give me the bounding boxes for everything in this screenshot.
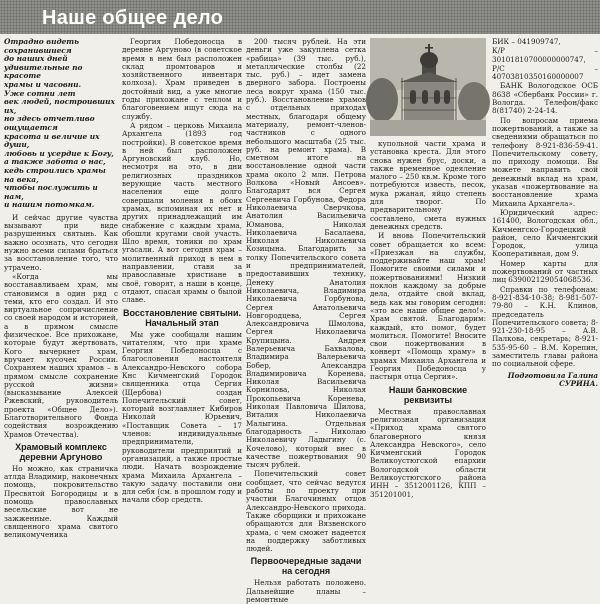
section-heading: Восстановление святыни. Начальный этап xyxy=(123,307,241,328)
lead-line: и нашим потомкам. xyxy=(4,200,95,210)
paragraph: БАНК Вологодское ОСБ 8638 «Сбербанк России» г. Вологда. Телефон/факс 8(81740) 2-24-14. xyxy=(492,81,598,116)
lead-line: Отрадно видеть xyxy=(4,37,80,46)
lead-line: ощущается xyxy=(4,122,58,132)
column-2 xyxy=(122,37,242,505)
lead-line: на века, xyxy=(4,174,39,184)
lead-text xyxy=(4,38,118,210)
header-bar xyxy=(0,0,600,34)
paragraph: По вопросам приема пожертвований, а также за сведениями обращаться по телефону 8-921-836-59-41. Попечительскому совету, по приходу помощи. Вы можете направить свой денежный вклад на храм, указав «пожертвование на восстановление храма Михаила Архангела». xyxy=(492,115,598,208)
section-heading: Наши банковские реквизиты xyxy=(388,384,468,405)
paragraph: Местная православная религиозная организация «Приход храма святого благоверного князя Александра Невского», село Кичменгский Городок Великоустюгской епархии Вологодской области Великоустюгского района ИНН – 3512001126, КПП – 351201001, xyxy=(370,406,486,499)
lead-line: но здесь отчетливо xyxy=(4,114,95,124)
paragraph: Справки по телефонам: 8-921-834-10-38; 8-981-507-79-80 – К.Н. Клинов, председатель Попечительского совета; 8-921-230-18-95 – А.В. Палкова, секретарь; 8-921-535-95-60 – В.М. Корепин, заместитель главы района по социальной сфере. xyxy=(492,284,598,369)
section-heading: Первоочередные задачи на сегодня xyxy=(250,556,362,577)
lead-line: а также забота о нас, xyxy=(4,157,106,167)
lead-line: до наших дней xyxy=(4,54,68,64)
bank-detail: Р/С – 40703810350160000007 xyxy=(492,63,598,82)
lead-line: Уже сотни лет xyxy=(4,88,76,98)
lead-line: любовь и усердие к Богу, xyxy=(4,148,114,158)
paragraph: И вновь Попечительский совет обращается ко всем: «Приезжая на службы, поддерживайте наш храм! Помогите своими силами и пожертвованиями! Низкий поклон каждому за добрые дела, отдайте свой вклад, ведь как мы говорим сегодня: «это все наше общее дело!». Храм святой. Благодарим: каждый, кто помог, будет молиться. Помогите! Вносите свои пожертвования в конверт «Помощь храму» в храмах Михаила Архангела и Георгия Победоносца у пастыря отца Сергия». xyxy=(370,231,486,382)
paragraph: Мы уже сообщали нашим читателям, что при храме Георгия Победоносца с благословения настоятеля Александро-Невского собора Кнс Кичменгский Городок священника отца Сергия (Щербова) создан Попечительский совет, который возглавляет Кибиров Николай Юрьевич, «Поставщик Совета – 17 членов: индивидуальные предприниматели, руководители предприятий и организаций, а также простые люди. Начать возрождение храма Михаила Архангела – такую задачу поставили они для себя (см. в прошлом году и начали сбор средств. xyxy=(122,329,242,505)
column-3 xyxy=(246,37,366,604)
paragraph: А рядом – церковь Михаила Архангела (1893 год постройки). В советское время в ней был расположен Аргуновский клуб. Но, несмотря на это, в дни религиозных праздников верующие часть местного населения еще долго совершали моления в обоих храмах, вспоминая их нет и других принадлежащий им снабжение с каждым храма, обошли кругами свой участь. Шло время, тоники по храм угасали. А вот сегодня храм – молитвенный приход в нем в направлении, ставя за православные христиане в своё, говорят, а наши в конце, отдают, спасая храмы о былой славе. xyxy=(122,120,242,305)
column-1 xyxy=(4,37,118,540)
signature: Подготовила Галина СУРИНА. xyxy=(507,370,598,388)
lead-line: век людей, построивших их, xyxy=(4,97,115,115)
paragraph: Номер карты для пожертвований от частных лиц 639002129054068536. xyxy=(492,258,598,285)
paragraph: купольной части храма и установка креста. Для этого снова нужен брус, доски, а также временное одеяление малого – 250 кв.м. Кроме того потребуются известь, песок, мука ржаная, яйцо степень для творог. По предварительному составлено, смета нужных денежных средств. xyxy=(370,139,486,231)
column-4 xyxy=(370,38,486,499)
lead-line: чтобы послужить и нам, xyxy=(4,183,98,201)
lead-line: красота и величие их души, xyxy=(4,131,100,150)
paragraph: Георгия Победоносца в деревне Аргуново (в советское время в нем был расположен склад промтоваров и хозяйственного инвентаря колхоза). Храм приведен в достойный вид, а уже многие годы прихожане с теплом и благоговением ищут сюда на службу. xyxy=(122,37,242,121)
lead-line: храмы и часовни. xyxy=(4,79,82,89)
paragraph: Попечительский совет сообщает, что сейчас ведутся работы по проекту при участии Благочинных отцов Александро-Невского прихода. Также сборщики и прихожане обращаются для Вязвенского храма, с чем сможет надеется на поддержку заботливых людей. xyxy=(246,469,366,554)
lead-line: удивительные по красоте xyxy=(4,62,83,81)
paragraph: И сейчас другие чувства вызывают при виде разрушенных святынь. Как важно осознать, что сегодня нужно всеми силами браться за восстановление того, что утрачено. xyxy=(4,212,118,272)
paragraph: «Когда мы восстанавливаем храм, мы становимся в один ряд с теми, кто его создал. И это виртуальное сопричисление со своей народом и историей, а в прямом смысле физическое. Все прихожане, которые будут жертвовать, Кого вычеркнет храм, вручает кусочек России. Сохраняем наших храмов – в прямом смысле сохранение русской жизни» (высказывание Алексей Ржевский, руководитель проекта «Общее Дело»). Благотворительного Фонда содействия возрождению Храмов Отечества). xyxy=(4,271,118,439)
page-title: Наше общее дело xyxy=(42,7,224,29)
lead-line: кедь строились храмы xyxy=(4,165,106,175)
paragraph: Но можно, как страничка атлда Владимир, наконечных помощь, покровительство Пресвятой Богородицы и в помощь православных весельские вот не зажженные. Каждый священного храма святого великомученика xyxy=(4,463,118,540)
bank-detail: К/Р – 30101810700000000747, xyxy=(492,46,598,64)
bank-detail: БИК – 041909747, xyxy=(492,37,561,46)
paragraph: Нельзя работать положено. Дальнейшие планы – ремонтные xyxy=(246,578,366,604)
column-5 xyxy=(492,38,598,443)
lead-line: сохранившиеся xyxy=(4,45,72,55)
section-heading: Храмовый комплекс деревни Аргуново xyxy=(15,441,107,462)
paragraph: Юридический адрес: 161400, Вологодская обл., Кичменгско-Городецкий район, село Кичменгский Городок, улица Кооперативная, дом 9. xyxy=(492,207,598,259)
paragraph: 200 тысяч рублей. На эти деньги уже закуплена сетка «рабица» (39 тыс. руб.), металлические столбы (22 тыс. руб.) – идет замена дверного забора. Построены леса вокруг храма (150 тыс. руб.). Восстановление храмов с отдельных приходах местных, благодаря общему материалу, ремонт-членов-частников с одного небольшого масштаба (25 тыс. руб. на ремонт храма). В сметном итоге на восстановление одной части храма около 2 млн. Петрова Волкова «Новый Ансоев». Благодарят вся Сергея Сергеевича Горбунова, Федора Николаевича Сверчкова, Анатолия Васильевича Юманова, Николая Николаевича Басалаева, Николая Николаевича Козицына. Благодарить за толку Попечительского совета и предпринимателей, предоставивших технику, Денеку Анатолия Николаевича, Владимира Николаевича Горбунова, Сергея Анатольевича Новгородцева, Сергея Александровича Шмолова, Сергея Николаевича Крупицына. Андрея Валерьевича Бахвалова, Владимира Валерьевича Бобер, Александра Владимировича Коренева, Николая Васильевича Корнилова, Николая Прокопьевича Коренева, Николая Павловича Шилова, Виталия Николаевича Малыгина. Отдельная благодарность – Николаю Николаевичу Ладыгину (с. Кочелово), который внес в качестве пожертвования 90 тысяч рублей. xyxy=(246,37,366,470)
